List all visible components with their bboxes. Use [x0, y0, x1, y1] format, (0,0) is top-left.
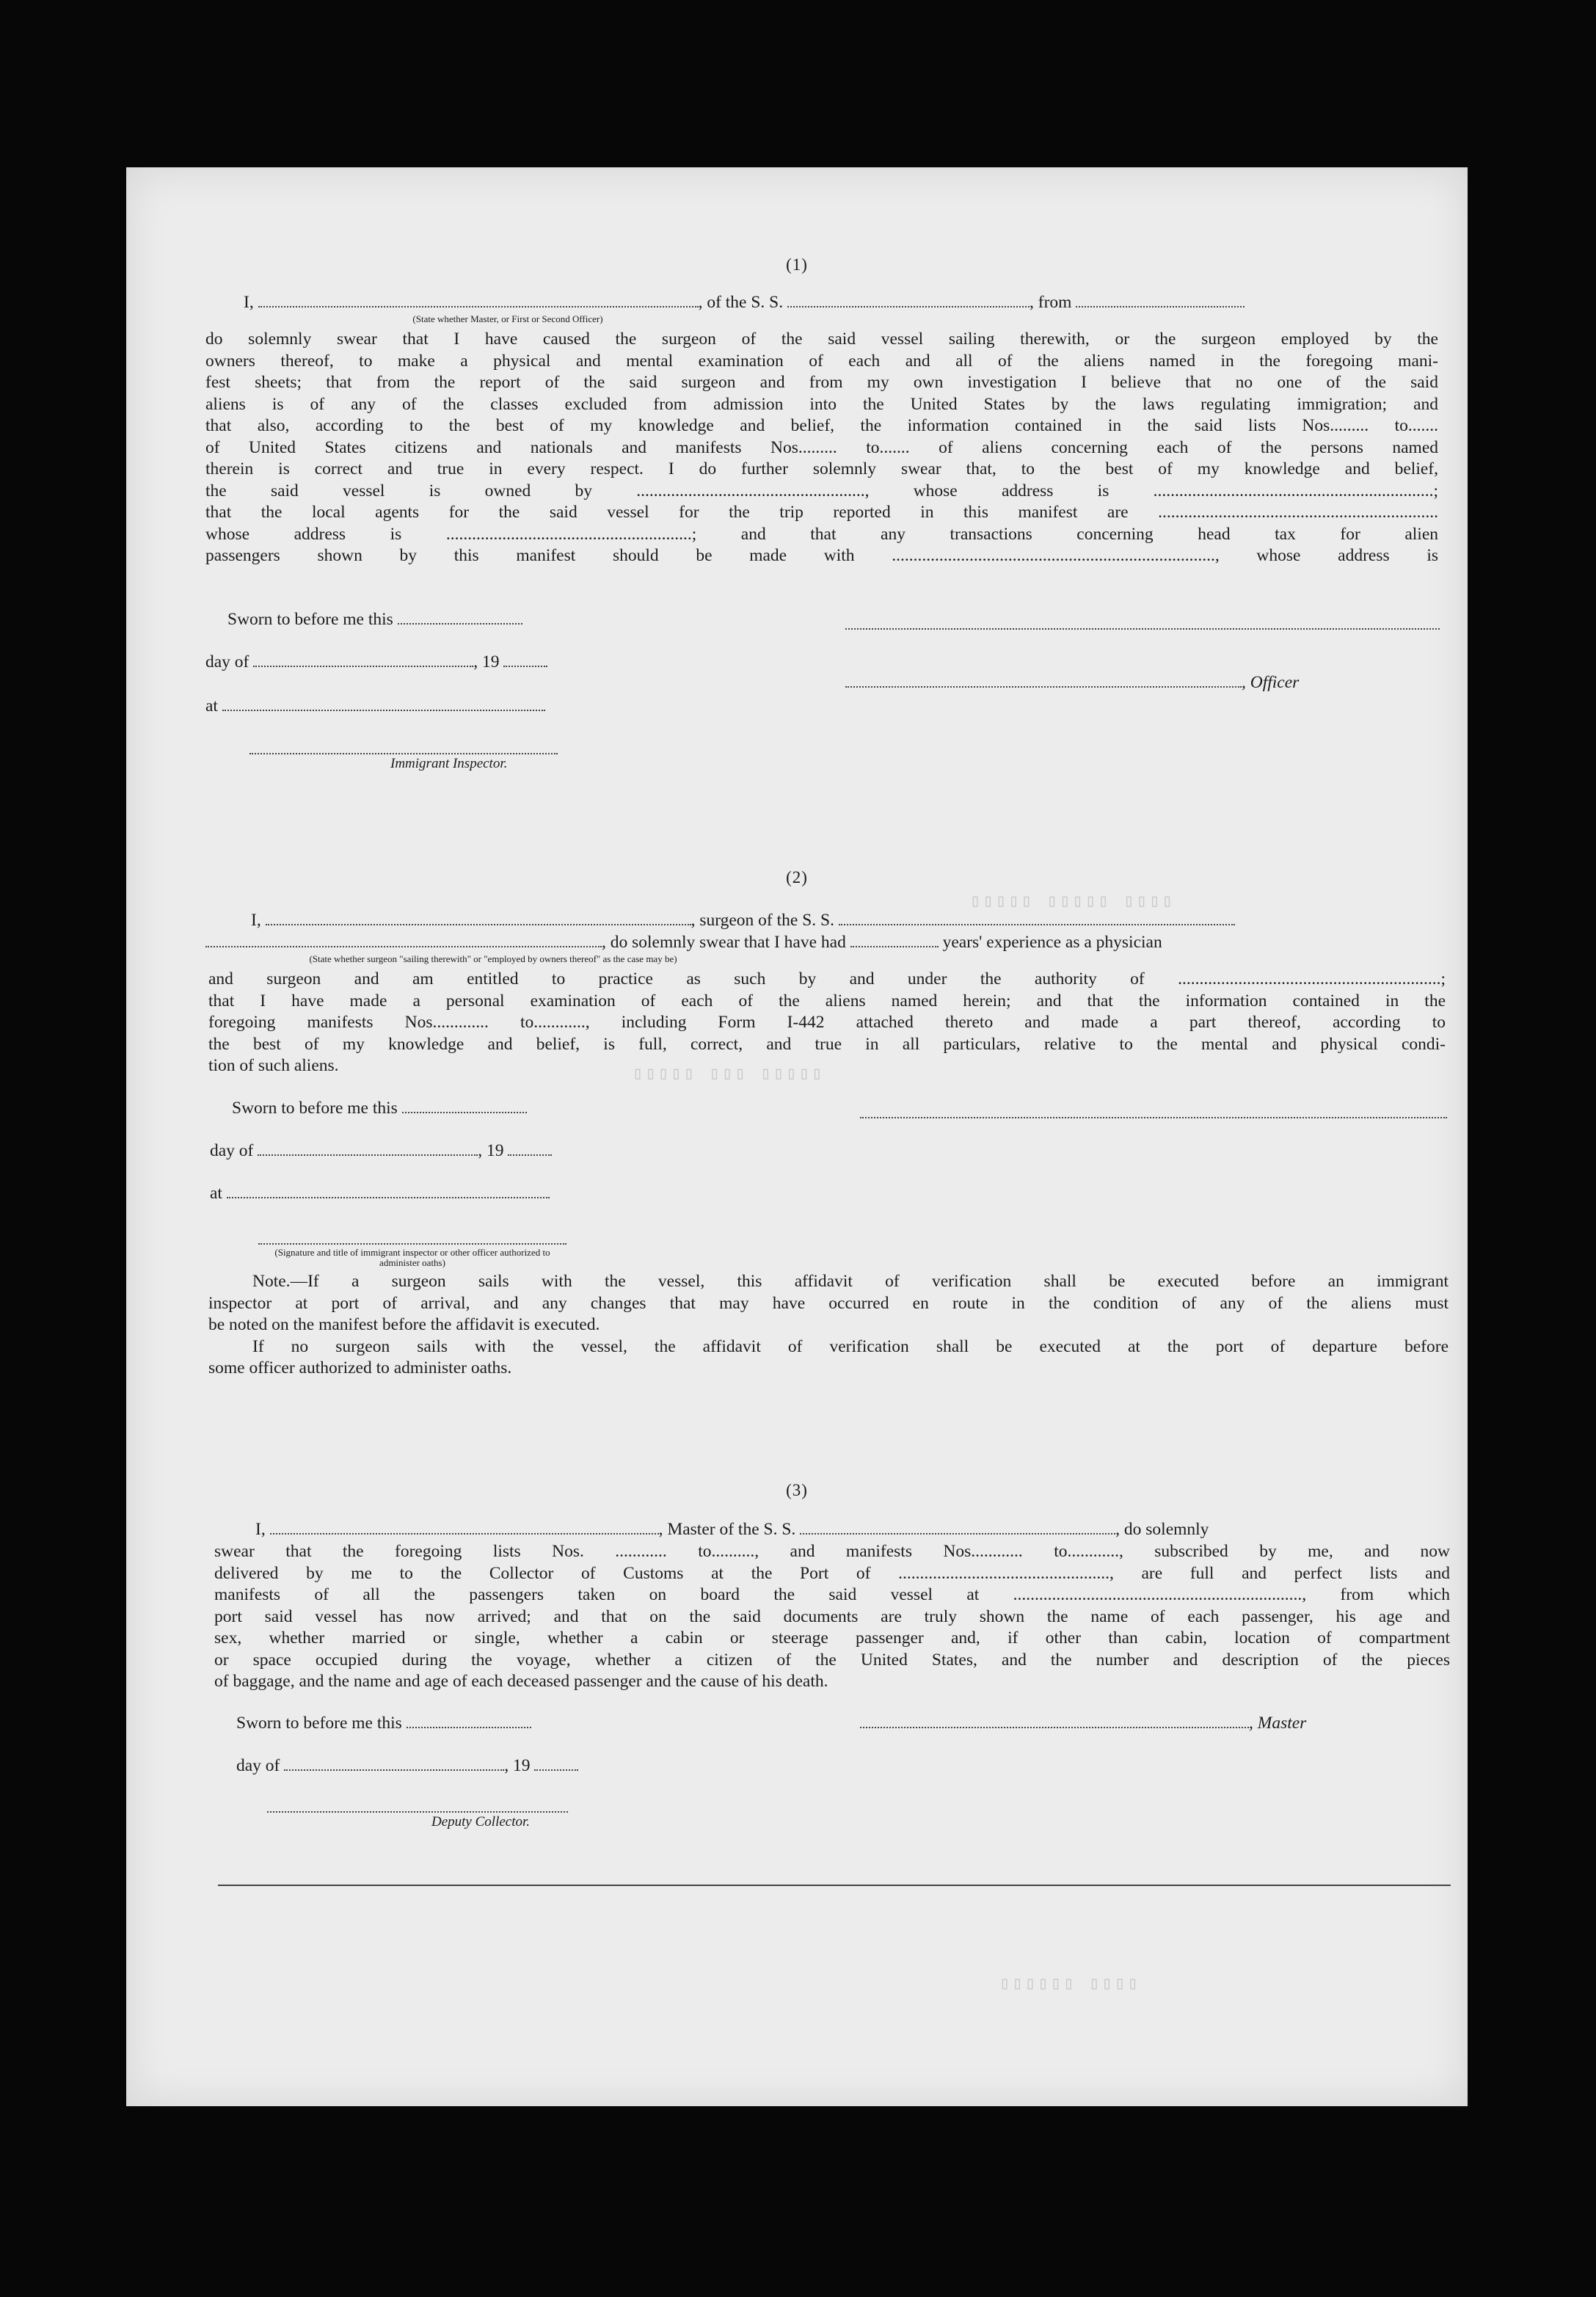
master-name-blank[interactable] [258, 306, 699, 307]
affidavit-text-line: tion of such aliens. [208, 1056, 339, 1075]
experience-label: years' experience as a physician [942, 933, 1162, 952]
affidavit-text-line: manifests of all the passengers taken on board the said vessel at ..................................................................., from which [214, 1585, 1450, 1604]
sworn-experience-label: , do solemnly swear that I have had [602, 933, 846, 952]
affidavit-text-line: sex, whether married or single, whether a cabin or steerage passenger and, if other than cabin, location of compartment [214, 1628, 1450, 1648]
surgeon-vessel-blank[interactable] [839, 924, 1235, 925]
day-of-label: day of [236, 1756, 280, 1775]
at-place-blank[interactable] [227, 1197, 550, 1198]
at-place-blank[interactable] [222, 710, 545, 711]
master-name-blank[interactable] [270, 1533, 659, 1535]
bleed-through-mark: ▯▯▯▯▯▯ ▯▯▯▯ [999, 1975, 1140, 1995]
signature-note: (Signature and title of immigrant inspector or other officer authorized to administer oaths) [274, 1247, 550, 1268]
note-line [208, 1271, 1449, 1293]
sworn-line [236, 1713, 531, 1734]
bottom-rule [218, 1885, 1451, 1886]
do-solemnly-label: , do solemnly [1115, 1520, 1209, 1539]
affidavit-text-line: the best of my knowledge and belief, is full, correct, and true in all particulars, relative to the mental and physical condi- [208, 1034, 1446, 1054]
note-line: some officer authorized to administer oaths. [208, 1358, 512, 1377]
note-line: be noted on the manifest before the affidavit is executed. [208, 1315, 600, 1334]
year-blank[interactable] [503, 666, 547, 667]
field-note: (State whether Master, or First or Second Officer) [412, 313, 603, 324]
day-of-label: day of [205, 652, 249, 671]
affidavit-prefix: I, [244, 293, 254, 312]
surgeon-signature-line[interactable] [860, 1117, 1447, 1118]
affidavit-text-line: foregoing manifests Nos............. to............, including Form I-442 attached thereto and made a part thereof, according to [208, 1013, 1446, 1032]
year-label: , 19 [478, 1141, 504, 1160]
affidavit-text-line: that also, according to the best of my knowledge and belief, the information contained in the said lists Nos......... to....... [205, 416, 1438, 435]
inspector-caption: Immigrant Inspector. [390, 756, 508, 771]
note-line: If no surgeon sails with the vessel, the affidavit of verification shall be executed at the port of departure before [252, 1336, 1449, 1356]
day-of-label: day of [210, 1141, 254, 1160]
master-signature-blank[interactable] [860, 1727, 1249, 1728]
note-text: —If a surgeon sails with the vessel, this affidavit of verification shall be executed before an immigrant [290, 1272, 1449, 1291]
affidavit-text-line: therein is correct and true in every respect. I do further solemnly swear that, to the best of my knowledge and belief, [205, 459, 1438, 478]
day-line [205, 652, 547, 673]
vessel-label: , of the S. S. [698, 293, 784, 312]
vessel-name-blank[interactable] [787, 306, 1030, 307]
affidavit-text-line: that the local agents for the said vessel for the trip reported in this manifest are ................................................................. [205, 503, 1438, 522]
affidavit-text-line: delivered by me to the Collector of Customs at the Port of ................................................., are full and perfect lists and [214, 1563, 1450, 1583]
at-label: at [210, 1184, 222, 1203]
affidavit-line [244, 292, 1440, 313]
affidavit-text-line: of baggage, and the name and age of each deceased passenger and the cause of his death. [214, 1672, 828, 1691]
affidavit-text-line: passengers shown by this manifest should be made with ..........................................................................., whose address is [205, 546, 1438, 565]
sworn-date-blank[interactable] [402, 1112, 527, 1113]
officer-signature-blank[interactable] [845, 686, 1242, 688]
surgeon-name-blank[interactable] [266, 924, 691, 925]
bleed-through-mark: ▯▯▯▯▯ ▯▯▯▯▯ ▯▯▯▯ [970, 892, 1176, 912]
inspector-signature-line[interactable] [249, 753, 558, 754]
sworn-line [232, 1098, 527, 1119]
day-line [236, 1755, 578, 1777]
section-number: (2) [786, 868, 808, 887]
year-label: , 19 [504, 1756, 531, 1775]
surgeon-vessel-label: , surgeon of the S. S. [690, 911, 834, 930]
bleed-through-mark: ▯▯▯▯▯ ▯▯▯ ▯▯▯▯▯ [633, 1065, 825, 1085]
master-vessel-blank[interactable] [800, 1533, 1115, 1535]
affidavit-text-line: that I have made a personal examination of each of the aliens named herein; and that the information contained in the [208, 991, 1446, 1011]
field-note: (State whether surgeon "sailing therewith" or "employed by owners thereof" as the case may be) [309, 953, 677, 964]
from-label: , from [1030, 293, 1072, 312]
affidavit-text-line: owners thereof, to make a physical and mental examination of each and all of the aliens named in the foregoing mani- [205, 351, 1438, 371]
collector-signature-line[interactable] [267, 1811, 568, 1813]
experience-years-blank[interactable] [850, 946, 939, 947]
affidavit-text-line: and surgeon and am entitled to practice as such by and under the authority of .............................................................; [208, 969, 1446, 989]
affidavit-text-line: aliens is of any of the classes excluded from admission into the United States by the laws regulating immigration; and [205, 394, 1438, 414]
affidavit-text-line: do solemnly swear that I have caused the surgeon of the said vessel sailing therewith, or the surgeon employed by the [205, 330, 1438, 349]
note-line: inspector at port of arrival, and any changes that may have occurred en route in the condition of any of the aliens must [208, 1293, 1449, 1313]
affidavit-text-line: fest sheets; that from the report of the said surgeon and from my own investigation I believe that no one of the said [205, 373, 1438, 392]
year-blank[interactable] [534, 1769, 578, 1771]
surgeon-prefix: I, [251, 911, 261, 930]
officer-signature-blank-1[interactable] [845, 628, 1440, 630]
affidavit-text-line: swear that the foregoing lists Nos. ............ to.........., and manifests Nos............ to............, subscribed by me, and now [214, 1542, 1450, 1561]
master-signature-line [860, 1713, 1306, 1734]
year-label: , 19 [473, 652, 500, 671]
at-label: at [205, 696, 218, 716]
section-number: (1) [786, 255, 808, 274]
officer-caption: , Officer [1242, 673, 1300, 692]
sworn-date-blank[interactable] [407, 1727, 531, 1728]
collector-caption: Deputy Collector. [431, 1814, 531, 1830]
sworn-label: Sworn to before me this [232, 1099, 398, 1118]
at-line [210, 1183, 550, 1204]
sworn-label: Sworn to before me this [236, 1714, 402, 1733]
master-line [255, 1519, 1209, 1540]
from-port-blank[interactable] [1076, 306, 1245, 307]
day-month-blank[interactable] [253, 666, 473, 667]
day-month-blank[interactable] [258, 1154, 478, 1156]
inspector-signature-line[interactable] [258, 1243, 566, 1245]
master-of-vessel-label: , Master of the S. S. [658, 1520, 796, 1539]
affidavit-text-line: the said vessel is owned by ....................................................., whose address is .................................................................; [205, 481, 1438, 500]
note-label: Note. [252, 1272, 291, 1291]
day-month-blank[interactable] [284, 1769, 504, 1771]
sworn-date-blank[interactable] [398, 623, 522, 625]
at-line [205, 696, 545, 717]
manifest-affidavit-page [126, 167, 1468, 2106]
day-line [210, 1140, 552, 1162]
sworn-label: Sworn to before me this [227, 610, 393, 629]
affidavit-text-line: port said vessel has now arrived; and that on the said documents are truly shown the name of each passenger, his age and [214, 1606, 1450, 1626]
surgeon-line [251, 910, 1235, 931]
section-number: (3) [786, 1481, 808, 1499]
officer-line [845, 672, 1299, 694]
experience-line [205, 932, 1162, 953]
affidavit-text-line: whose address is .........................................................; and that any transactions concerning head tax for alien [205, 524, 1438, 544]
affidavit-text-line: or space occupied during the voyage, whether a citizen of the United States, and the number and description of the pieces [214, 1650, 1450, 1670]
surgeon-role-blank[interactable] [205, 946, 602, 947]
year-blank[interactable] [508, 1154, 552, 1156]
affidavit-text-line: of United States citizens and nationals and manifests Nos......... to....... of aliens concerning each of the persons named [205, 437, 1438, 457]
master-prefix: I, [255, 1520, 266, 1539]
sworn-line [227, 609, 522, 630]
master-caption: , Master [1249, 1714, 1307, 1733]
